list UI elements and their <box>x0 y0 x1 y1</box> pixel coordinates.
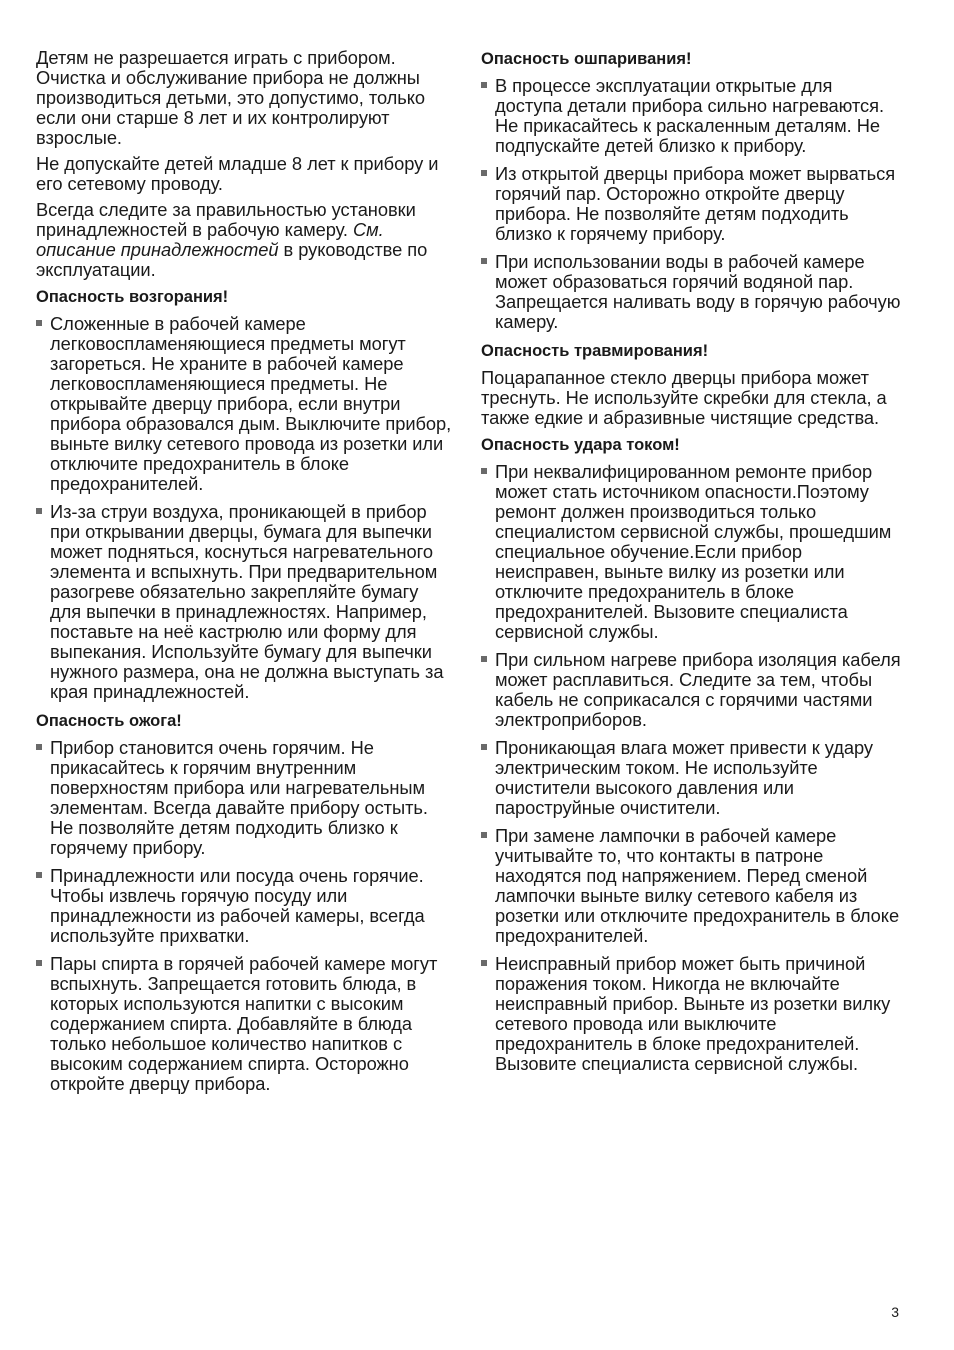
list-item-text: В процессе эксплуатации открытые для доступа детали прибора сильно нагреваются. Не прикасайтесь к раскаленным деталям. Не подпускайте детей близко к прибору. <box>495 75 885 156</box>
square-bullet-icon <box>481 82 487 88</box>
list-item <box>36 866 454 946</box>
square-bullet-icon <box>36 960 42 966</box>
intro-paragraph-3-text: Всегда следите за правильностью установки принадлежностей в рабочую камеру. <box>36 199 416 240</box>
scald-hazard-list <box>481 76 901 332</box>
list-item <box>481 738 901 818</box>
injury-hazard-heading: Опасность травмирования! <box>481 342 709 360</box>
list-item <box>481 462 901 642</box>
fire-hazard-list <box>36 314 454 702</box>
square-bullet-icon <box>481 656 487 662</box>
list-item <box>481 76 901 156</box>
list-item-text: При неквалифицированном ремонте прибор может стать источником опасности.Поэтому ремонт должен производиться только специалистом сервисной службы, прошедшим специальное обучение.Если прибор неисправен, выньте вилку из розетки или отключите предохранитель в блоке предохранителей. Вызовите специалиста сервисной службы. <box>495 461 892 642</box>
list-item <box>481 164 901 244</box>
list-item <box>481 826 901 946</box>
list-item-text: При использовании воды в рабочей камере может образоваться горячий водяной пар. Запрещается наливать воду в горячую рабочую камеру. <box>495 251 901 332</box>
list-item-text: Неисправный прибор может быть причиной поражения током. Никогда не включайте неисправный прибор. Выньте из розетки вилку сетевого провода или выключите предохранитель в блоке предохранителей. Вызовите специалиста сервисной службы. <box>495 953 891 1074</box>
list-item <box>36 502 454 702</box>
list-item-text: Из-за струи воздуха, проникающей в прибор при открывании дверцы, бумага для выпечки может подняться, коснуться нагревательного элемента и вспыхнуть. При предварительном разогреве обязательно закрепляйте бумагу для выпечки в принадлежностях. Например, поставьте на неё кастрюлю или форму для выпекания. Используйте бумагу для выпечки нужного размера, она не должна выступать за края принадлежностей. <box>50 501 444 702</box>
list-item-text: При сильном нагреве прибора изоляция кабеля может расплавиться. Следите за тем, чтобы кабель не соприкасался с горячими частями электроприборов. <box>495 649 901 730</box>
square-bullet-icon <box>481 832 487 838</box>
list-item <box>36 954 454 1094</box>
square-bullet-icon <box>36 872 42 878</box>
injury-hazard-text: Поцарапанное стекло дверцы прибора может треснуть. Не используйте скребки для стекла, а также едкие и абразивные чистящие средства. <box>481 367 887 428</box>
list-item <box>481 252 901 332</box>
square-bullet-icon <box>36 320 42 326</box>
scald-hazard-heading: Опасность ошпаривания! <box>481 50 692 68</box>
square-bullet-icon <box>36 508 42 514</box>
left-column <box>36 48 454 1102</box>
burn-hazard-list <box>36 738 454 1094</box>
shock-hazard-heading: Опасность удара током! <box>481 436 680 454</box>
shock-hazard-list <box>481 462 901 1074</box>
list-item <box>481 650 901 730</box>
intro-paragraph-2: Не допускайте детей младше 8 лет к прибору и его сетевому проводу. <box>36 153 439 194</box>
list-item-text: Проникающая влага может привести к удару электрическим током. Не используйте очистители высокого давления или пароструйные очистители. <box>495 737 873 818</box>
list-item-text: При замене лампочки в рабочей камере учитывайте то, что контакты в патроне находятся под напряжением. Перед сменой лампочки выньте вилку сетевого кабеля из розетки или отключите предохранитель в блоке предохранителей. <box>495 825 900 946</box>
list-item <box>36 738 454 858</box>
list-item-text: Пары спирта в горячей рабочей камере могут вспыхнуть. Запрещается готовить блюда, в которых используются напитки с высоким содержанием спирта. Добавляйте в блюда только небольшое количество напитков с высоким содержанием спирта. Осторожно откройте дверцу прибора. <box>50 953 438 1094</box>
intro-paragraph-3 <box>36 200 454 280</box>
list-item-text: Прибор становится очень горячим. Не прикасайтесь к горячим внутренним поверхностям прибора или нагревательным элементам. Всегда давайте прибору остыть. Не позволяйте детям подходить близко к горячему прибору. <box>50 737 428 858</box>
square-bullet-icon <box>36 744 42 750</box>
square-bullet-icon <box>481 258 487 264</box>
square-bullet-icon <box>481 744 487 750</box>
square-bullet-icon <box>481 468 487 474</box>
list-item <box>481 954 901 1074</box>
square-bullet-icon <box>481 960 487 966</box>
list-item-text: Сложенные в рабочей камере легковоспламеняющиеся предметы могут загореться. Не храните в рабочей камере легковоспламеняющиеся предметы. Не открывайте дверцу прибора, если внутри прибора образовался дым. Выключите прибор, выньте вилку сетевого провода из розетки или отключите предохранитель в блоке предохранителей. <box>50 313 452 494</box>
page-number: 3 <box>891 1304 899 1320</box>
intro-paragraph-1: Детям не разрешается играть с прибором. Очистка и обслуживание прибора не должны производиться детьми, это допустимо, только если они старше 8 лет и их контролируют взрослые. <box>36 47 426 148</box>
list-item-text: Из открытой дверцы прибора может вырваться горячий пар. Осторожно откройте дверцу прибора. Не позволяйте детям подходить близко к горячему прибору. <box>495 163 896 244</box>
intro-paragraph-3-tail: в руководстве по эксплуатации. <box>36 239 428 280</box>
square-bullet-icon <box>481 170 487 176</box>
burn-hazard-heading: Опасность ожога! <box>36 712 182 730</box>
list-item <box>36 314 454 494</box>
fire-hazard-heading: Опасность возгорания! <box>36 288 229 306</box>
right-column <box>481 48 901 1082</box>
list-item-text: Принадлежности или посуда очень горячие. Чтобы извлечь горячую посуду или принадлежности из рабочей камеры, всегда используйте прихватки. <box>50 865 425 946</box>
accessories-reference-link: См. описание принадлежностей <box>36 219 384 260</box>
